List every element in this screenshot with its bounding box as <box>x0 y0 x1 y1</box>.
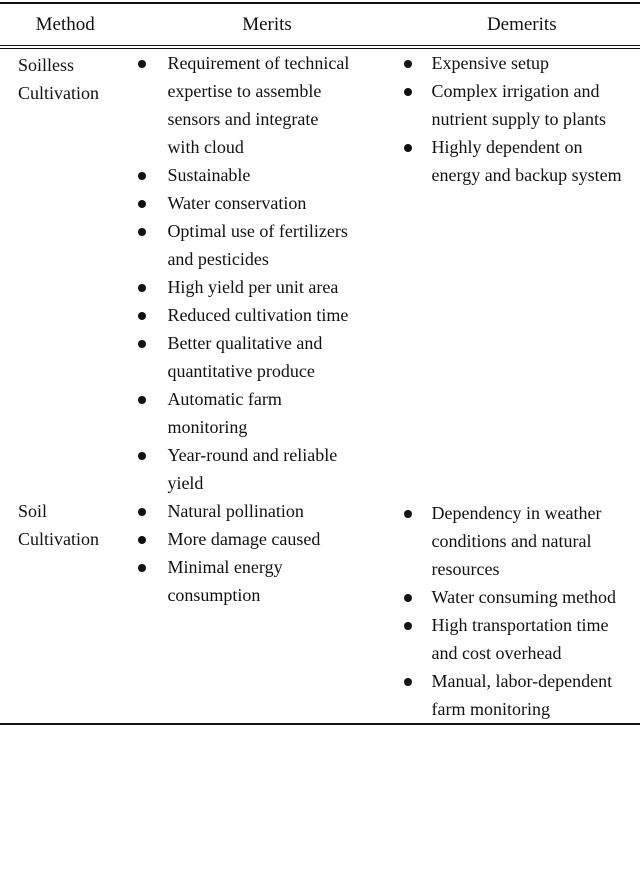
list-item: Optimal use of fertilizers and pesticides <box>130 217 349 273</box>
table-row <box>0 47 640 497</box>
table-row <box>0 497 640 724</box>
demerits-cell <box>404 497 640 724</box>
list-item: Minimal energy consumption <box>130 553 349 609</box>
list-item: More damage caused <box>130 525 349 553</box>
list-item: Highly dependent on energy and backup system <box>404 133 624 189</box>
merits-list <box>130 497 403 609</box>
header-demerits: Demerits <box>404 3 640 47</box>
demerits-cell <box>404 47 640 497</box>
list-item: Natural pollination <box>130 497 349 525</box>
comparison-table <box>0 2 640 725</box>
list-item: Better qualitative and quantitative produce <box>130 329 349 385</box>
merits-cell <box>130 47 403 497</box>
list-item: Requirement of technical expertise to assemble sensors and integrate with cloud <box>130 49 349 161</box>
method-cell: Soilless Cultivation <box>18 55 99 103</box>
header-method: Method <box>0 3 130 47</box>
list-item: Reduced cultivation time <box>130 301 349 329</box>
list-item: High yield per unit area <box>130 273 349 301</box>
list-item: Sustainable <box>130 161 349 189</box>
list-item: Complex irrigation and nutrient supply to plants <box>404 77 624 133</box>
demerits-list <box>404 499 640 723</box>
method-cell: Soil Cultivation <box>18 501 99 549</box>
list-item: Water conservation <box>130 189 349 217</box>
list-item: Expensive setup <box>404 49 624 77</box>
list-item: Year-round and reliable yield <box>130 441 349 497</box>
list-item: Water consuming method <box>404 583 624 611</box>
header-merits: Merits <box>130 3 403 47</box>
list-item: High transportation time and cost overhead <box>404 611 624 667</box>
merits-cell <box>130 497 403 724</box>
list-item: Dependency in weather conditions and natural resources <box>404 499 624 583</box>
header-row <box>0 3 640 47</box>
merits-list <box>130 49 403 497</box>
list-item: Automatic farm monitoring <box>130 385 349 441</box>
demerits-list <box>404 49 640 189</box>
list-item: Manual, labor-dependent farm monitoring <box>404 667 624 723</box>
